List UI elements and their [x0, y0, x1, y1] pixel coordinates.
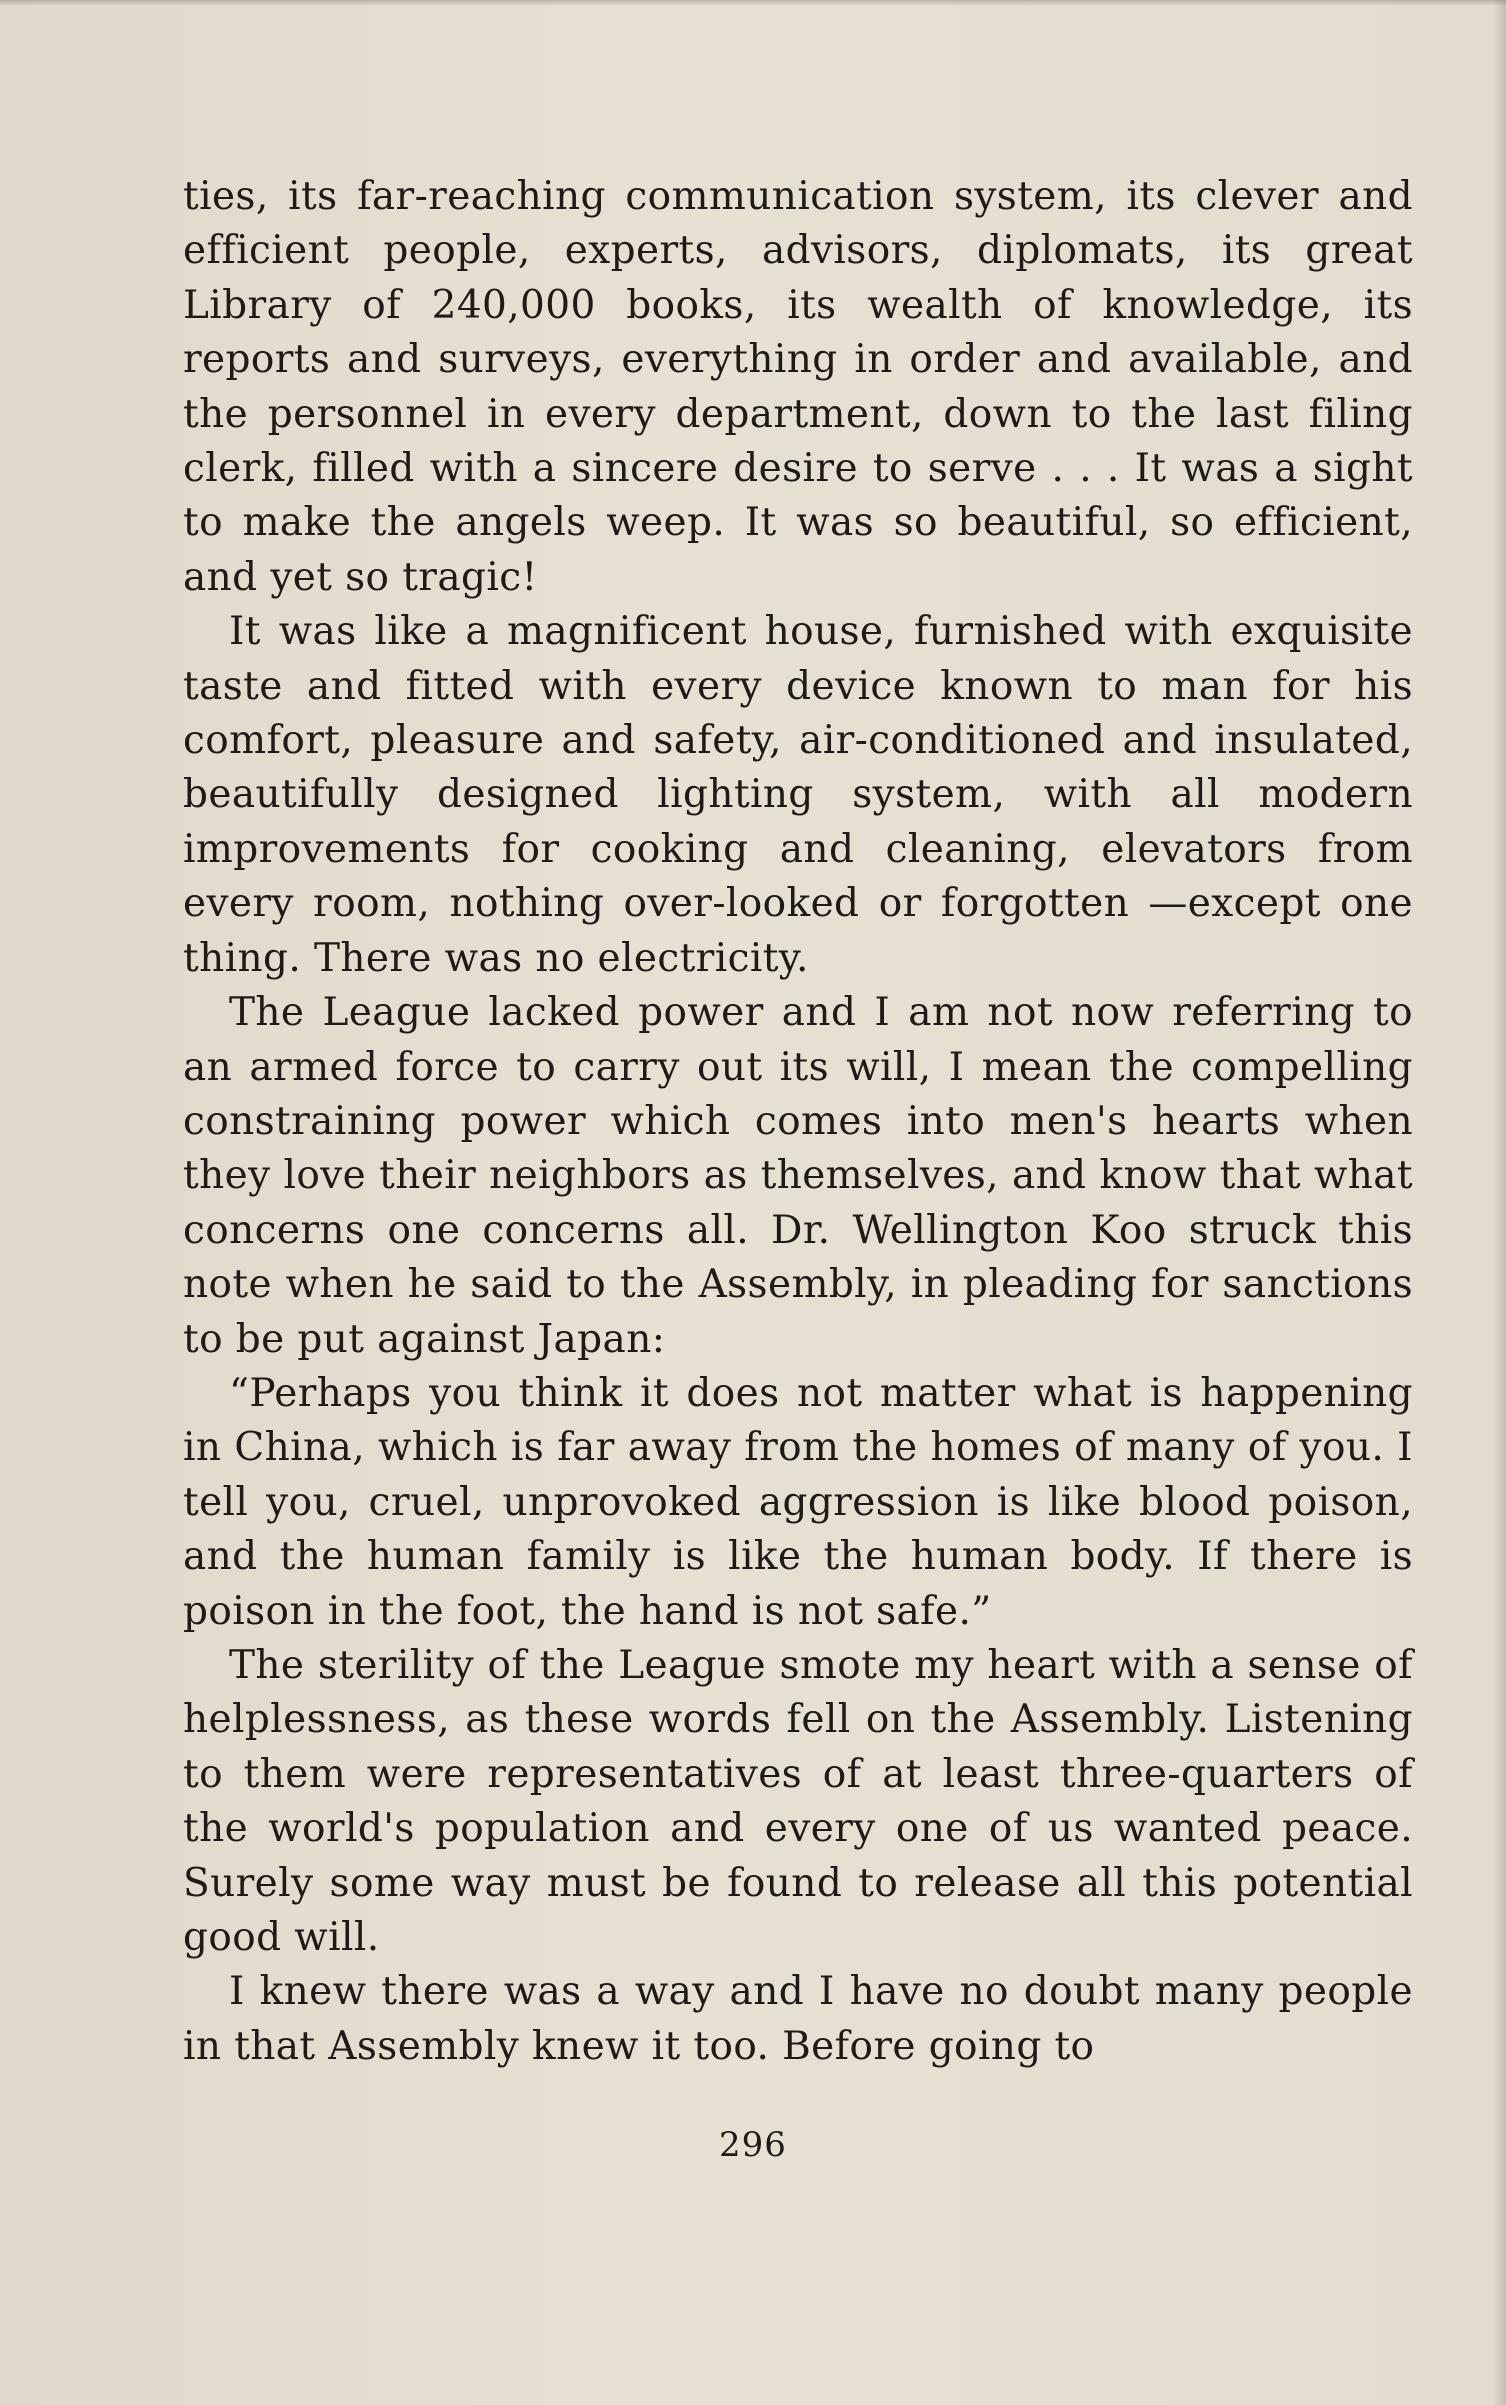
- paragraph-6: I knew there was a way and I have no doubt many people in that Assembly knew it too. Before going to: [183, 1969, 1413, 2069]
- paragraph-1: ties, its far-reaching communication system, its clever and efficient people, experts, advisors, diplomats, its great Library of 240,000 books, its wealth of knowledge, its reports and surveys, everything in order and available, and the personnel in every department, down to the last filing clerk, filled with a sincere desire to serve . . . It was a sight to make the angels weep. It was so beautiful, so efficient, and yet so tragic!: [183, 174, 1413, 600]
- page-right-edge-shadow: [1492, 0, 1506, 2405]
- body-text: [183, 170, 1413, 2074]
- paragraph-2: It was like a magnificent house, furnished with exquisite taste and fitted with every device known to man for his comfort, pleasure and safety, air-conditioned and insulated, beautifully designed lighting system, with all modern improvements for cooking and cleaning, elevators from every room, nothing over-looked or forgotten —except one thing. There was no electricity.: [183, 609, 1413, 981]
- page-number: 296: [719, 2125, 787, 2165]
- paragraph-4-quotation: “Perhaps you think it does not matter what is happening in China, which is far away from the homes of many of you. I tell you, cruel, unprovoked aggression is like blood poison, and the human family is like the human body. If there is poison in the foot, the hand is not safe.”: [183, 1370, 1413, 1634]
- page-top-edge-shadow: [0, 0, 1506, 6]
- paragraph-5: The sterility of the League smote my heart with a sense of helplessness, as these words fell on the Assembly. Listening to them were representatives of at least three-quarters of the world's population and every one of us wanted peace. Surely some way must be found to release all this potential good will.: [183, 1642, 1413, 1960]
- paragraph-3: The League lacked power and I am not now referring to an armed force to carry out its will, I mean the compelling constraining power which comes into men's hearts when they love their neighbors as themselves, and know that what concerns one concerns all. Dr. Wellington Koo struck this note when he said to the Assembly, in pleading for sanctions to be put against Japan:: [183, 990, 1413, 1362]
